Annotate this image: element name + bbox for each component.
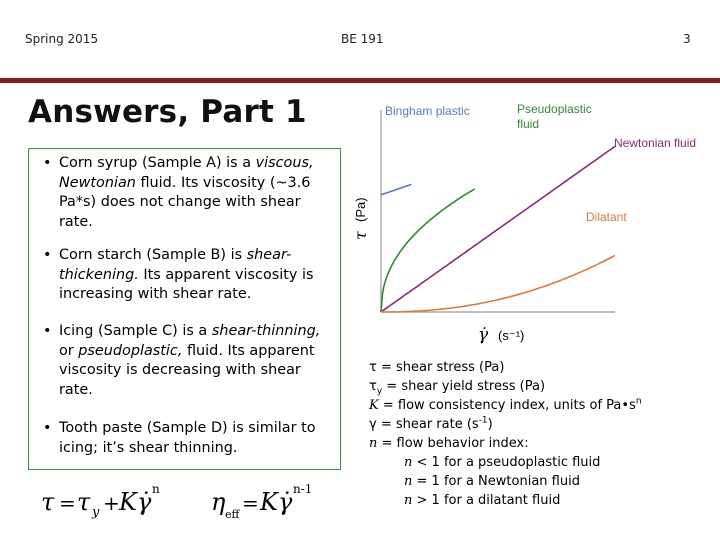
bullet-dot: • <box>43 420 52 436</box>
bullet-emphasis: shear-thickening. <box>59 247 292 283</box>
svg-text:=: = <box>242 491 259 515</box>
header-course-term: Spring 2015 <box>25 32 99 46</box>
bullet-run: fluid. Its viscosity (~3.6 Pa*s) does not change with shear rate. <box>59 174 311 230</box>
svg-text:+: + <box>103 491 120 515</box>
bullet-emphasis: pseudoplastic, <box>78 342 183 359</box>
series-line-dilatant <box>381 255 615 312</box>
bullet-dot: • <box>43 247 52 263</box>
label-pseudoplastic-line2: fluid <box>517 117 540 131</box>
bullet-run: Corn syrup (Sample A) is a <box>59 155 256 171</box>
bullet-text <box>43 154 335 232</box>
header-course-code: BE 191 <box>341 32 384 46</box>
svg-text:τ: τ <box>41 488 55 516</box>
label-bingham-plastic: Bingham plastic <box>385 104 470 118</box>
slide-title: Answers, Part 1 <box>28 94 307 130</box>
answers-box <box>28 148 341 470</box>
svg-text:y: y <box>92 505 100 520</box>
bullet-emphasis: shear-thinning, <box>211 323 321 339</box>
bullet-run: or <box>59 342 79 359</box>
series-line-bingham-plastic <box>381 184 411 195</box>
def-flow-behavior-index: n = flow behavior index: <box>369 436 529 451</box>
label-newtonian-fluid: Newtonian fluid <box>614 136 697 150</box>
bullet-emphasis: viscous, Newtonian <box>59 155 314 191</box>
model-equations <box>35 478 335 528</box>
header-divider <box>0 78 720 83</box>
svg-text:γ̇: γ̇ <box>278 488 293 516</box>
def-yield-stress: $\tau_y$ = shear yield stress (Pa) <box>369 379 546 397</box>
bullet-corn-starch <box>43 246 335 305</box>
effective-viscosity-equation <box>211 482 312 521</box>
n-case-pseudoplastic: n < 1 for a pseudoplastic fluid <box>404 455 601 470</box>
series-line-newtonian-fluid <box>381 146 615 312</box>
bullet-run: fluid. Its apparent viscosity is decreasing with shear rate. <box>59 342 315 398</box>
y-axis-symbol: τ <box>351 231 370 240</box>
label-pseudoplastic <box>517 102 595 131</box>
x-axis-unit: (s⁻¹) <box>498 328 525 343</box>
bullet-icing <box>43 322 335 400</box>
page-number: 3 <box>683 32 691 46</box>
svg-text:τ: τ <box>77 488 91 516</box>
label-dilatant: Dilatant <box>586 210 627 224</box>
y-axis-unit: (Pa) <box>353 197 368 222</box>
bullet-tooth-paste <box>43 419 335 458</box>
svg-text:K: K <box>260 488 278 516</box>
bullet-text <box>43 419 335 458</box>
herschel-bulkley-equation <box>41 482 160 520</box>
bullet-run: Tooth paste (Sample D) is similar to icing; it’s shear thinning. <box>59 420 316 456</box>
svg-text:γ̇: γ̇ <box>137 488 152 516</box>
def-consistency-index: K = flow consistency index, units of $Pa•s^n$ <box>369 396 642 413</box>
bullet-text <box>43 322 335 400</box>
rheology-chart <box>340 95 715 355</box>
def-shear-stress: τ = shear stress (Pa) <box>369 360 505 375</box>
label-pseudoplastic-line1: Pseudoplastic <box>517 102 592 116</box>
bullet-run: Corn starch (Sample B) is <box>59 247 247 263</box>
y-axis-label <box>351 197 370 240</box>
bullet-text <box>43 246 335 305</box>
svg-text:η: η <box>211 488 226 516</box>
svg-text:n-1: n-1 <box>293 482 313 496</box>
series-group <box>381 146 615 312</box>
svg-text:K: K <box>119 488 137 516</box>
n-case-newtonian: n = 1 for a Newtonian fluid <box>404 474 580 489</box>
bullet-dot: • <box>43 323 52 339</box>
bullet-run: Icing (Sample C) is a <box>59 323 212 339</box>
n-case-dilatant: n > 1 for a dilatant fluid <box>404 493 561 508</box>
x-axis-symbol: γ̇ <box>478 325 489 345</box>
svg-text:=: = <box>59 491 76 515</box>
bullet-run: Its apparent viscosity is increasing with shear rate. <box>59 266 314 302</box>
bullet-dot: • <box>43 155 52 171</box>
series-line-pseudoplastic-fluid <box>381 189 475 312</box>
def-shear-rate: γ = shear rate $(s^{-1})$ <box>369 415 493 432</box>
svg-text:n: n <box>152 482 160 496</box>
svg-text:eff: eff <box>225 508 240 521</box>
bullet-corn-syrup <box>43 154 335 232</box>
